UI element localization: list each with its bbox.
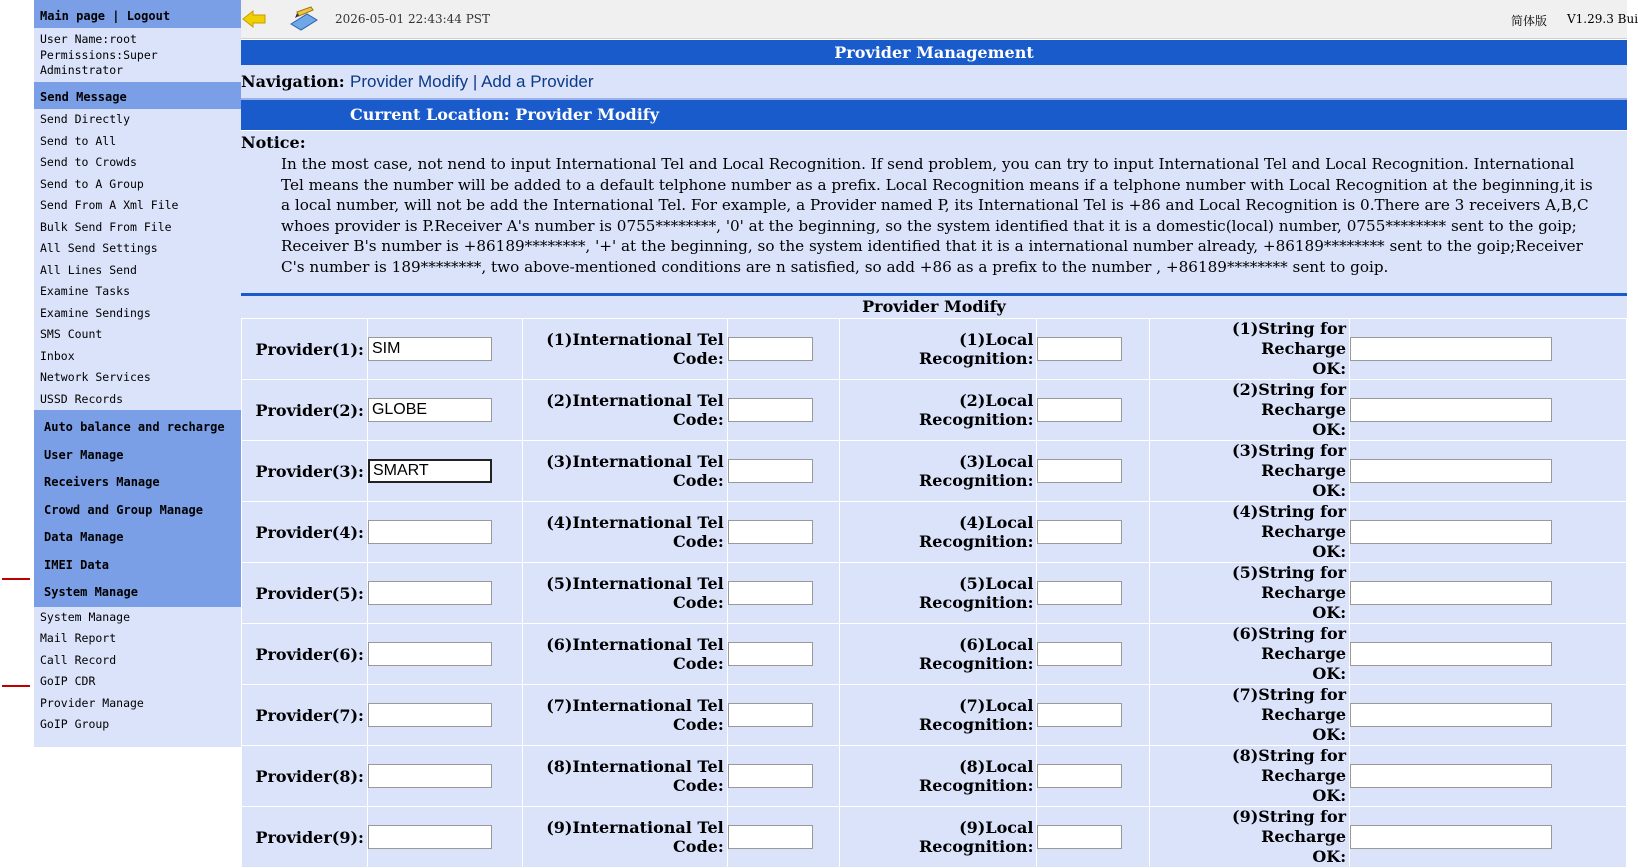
- intl-code-input[interactable]: [728, 520, 813, 544]
- send-message-heading[interactable]: Send Message: [40, 90, 127, 104]
- recharge-ok-label: OK:: [1312, 481, 1347, 500]
- back-arrow-icon[interactable]: [241, 9, 267, 29]
- local-recognition-label: (7)Local Recognition:: [839, 685, 1037, 746]
- add-provider-link[interactable]: Add a Provider: [481, 72, 594, 91]
- recharge-ok-input[interactable]: [1350, 642, 1552, 666]
- recharge-cell: [1350, 746, 1627, 807]
- pen-icon[interactable]: [287, 6, 321, 34]
- recharge-label-cell: [1150, 502, 1350, 563]
- recharge-cell: [1350, 807, 1627, 868]
- provider-row: [242, 563, 1627, 624]
- recharge-ok-input[interactable]: [1350, 398, 1552, 422]
- provider-name-input[interactable]: [368, 703, 492, 727]
- annotation-mark: [2, 685, 30, 687]
- version-label: V1.29.3 Bui: [1567, 12, 1638, 26]
- menu-item[interactable]: Bulk Send From File: [40, 219, 172, 234]
- menu-item[interactable]: USSD Records: [40, 391, 124, 406]
- user-name: User Name:root: [40, 32, 137, 46]
- provider-modify-link[interactable]: Provider Modify: [350, 72, 469, 91]
- main-content: [241, 40, 1627, 868]
- intl-code-cell: [727, 502, 839, 563]
- provider-label: Provider(6):: [242, 624, 368, 685]
- menu-item[interactable]: Send From A Xml File: [40, 198, 179, 212]
- intl-code-cell: [727, 563, 839, 624]
- local-recognition-label: (3)Local Recognition:: [839, 441, 1037, 502]
- recharge-label: (4)String for Recharge: [1232, 502, 1347, 541]
- menu-item[interactable]: Send to A Group: [40, 176, 144, 191]
- local-recognition-input[interactable]: [1037, 459, 1122, 483]
- intl-code-input[interactable]: [728, 398, 813, 422]
- menu-item[interactable]: Examine Sendings: [40, 305, 151, 320]
- recharge-ok-label: OK:: [1312, 603, 1347, 622]
- local-recognition-label: (1)Local Recognition:: [839, 319, 1037, 380]
- intl-code-label: (7)International Tel Code:: [522, 685, 727, 746]
- user-manage-menu[interactable]: User Manage: [44, 447, 124, 462]
- intl-code-cell: [727, 380, 839, 441]
- provider-name-input[interactable]: [368, 642, 492, 666]
- local-recognition-input[interactable]: [1037, 581, 1122, 605]
- local-recognition-input[interactable]: [1037, 642, 1122, 666]
- intl-code-label: (3)International Tel Code:: [522, 441, 727, 502]
- current-location: Current Location: Provider Modify: [241, 100, 1627, 131]
- intl-code-input[interactable]: [728, 581, 813, 605]
- navigation-row: [241, 65, 1627, 100]
- local-recognition-label: (9)Local Recognition:: [839, 807, 1037, 868]
- menu-item-provider-manage[interactable]: Provider Manage: [40, 695, 144, 710]
- crowd-group-manage-menu[interactable]: Crowd and Group Manage: [44, 502, 203, 517]
- intl-code-input[interactable]: [728, 642, 813, 666]
- local-recognition-cell: [1037, 746, 1150, 807]
- provider-cell: [367, 380, 522, 441]
- receivers-manage-menu[interactable]: Receivers Manage: [44, 475, 160, 489]
- annotation-mark: [2, 578, 30, 580]
- intl-code-label: (9)International Tel Code:: [522, 807, 727, 868]
- system-manage-submenu: [34, 607, 241, 747]
- menu-item[interactable]: Network Services: [40, 370, 151, 384]
- notice-text: In the most case, not nend to input International Tel and Local Recognition. If send problem, you can try to input International Tel and Local Recognition. International Tel means the number will be added to a default telphone number as a prefix. Local Recognition means if a telphone number with Local Recognition at the beginning,it is a local number, will not be add the International Tel. For example, a Provider named P, its International Tel is +86 and Local Recognition is 0.There are 3 receivers A,B,C whoes provider is P.Receiver A's number is 0755********, '0' at the beginning, so the system identified that it is a domestic(local) number, 0755******** sent to the goip; Receiver B's number is +86189********, '+' at the beginning, so the system identified that it is a international number already, +86189******** sent to the goip;Receiver C's number is 189********, two above-mentioned conditions are n satisfied, so add +86 as a prefix to the number , +86189******** sent to goip.: [281, 155, 1593, 276]
- local-recognition-input[interactable]: [1037, 398, 1122, 422]
- top-bar: [241, 0, 1638, 39]
- local-recognition-cell: [1037, 685, 1150, 746]
- provider-name-input[interactable]: [368, 764, 492, 788]
- provider-name-input[interactable]: [368, 459, 492, 483]
- menu-item[interactable]: Send Directly: [40, 112, 131, 126]
- local-recognition-cell: [1037, 624, 1150, 685]
- provider-cell: [367, 441, 522, 502]
- recharge-ok-label: OK:: [1312, 542, 1347, 561]
- provider-row: [242, 746, 1627, 807]
- intl-code-cell: [727, 624, 839, 685]
- provider-label: Provider(1):: [242, 319, 368, 380]
- intl-code-input[interactable]: [728, 764, 813, 788]
- permissions: Permissions:Super Adminstrator: [40, 48, 158, 77]
- recharge-label-cell: [1150, 746, 1350, 807]
- recharge-cell: [1350, 563, 1627, 624]
- recharge-ok-input[interactable]: [1350, 520, 1552, 544]
- recharge-cell: [1350, 380, 1627, 441]
- recharge-ok-label: OK:: [1312, 847, 1347, 866]
- local-recognition-label: (4)Local Recognition:: [839, 502, 1037, 563]
- provider-cell: [367, 685, 522, 746]
- provider-row: [242, 685, 1627, 746]
- imei-data-menu[interactable]: IMEI Data: [44, 557, 110, 572]
- menu-item[interactable]: All Send Settings: [40, 241, 158, 255]
- intl-code-input[interactable]: [728, 337, 813, 361]
- intl-code-cell: [727, 441, 839, 502]
- provider-name-input[interactable]: [368, 337, 492, 361]
- recharge-ok-input[interactable]: [1350, 337, 1552, 361]
- recharge-ok-label: OK:: [1312, 359, 1347, 378]
- recharge-label-cell: [1150, 441, 1350, 502]
- recharge-cell: [1350, 441, 1627, 502]
- local-recognition-cell: [1037, 380, 1150, 441]
- intl-code-input[interactable]: [728, 825, 813, 849]
- local-recognition-cell: [1037, 319, 1150, 380]
- recharge-cell: [1350, 502, 1627, 563]
- intl-code-cell: [727, 746, 839, 807]
- recharge-label: (9)String for Recharge: [1232, 807, 1347, 846]
- recharge-label-cell: [1150, 563, 1350, 624]
- provider-cell: [367, 624, 522, 685]
- menu-item[interactable]: GoIP CDR: [40, 674, 96, 688]
- intl-code-cell: [727, 685, 839, 746]
- local-recognition-input[interactable]: [1037, 825, 1122, 849]
- user-info: [34, 28, 241, 82]
- provider-label: Provider(3):: [242, 441, 368, 502]
- provider-label: Provider(7):: [242, 685, 368, 746]
- nav-separator: |: [472, 72, 478, 91]
- intl-code-label: (5)International Tel Code:: [522, 563, 727, 624]
- intl-code-input[interactable]: [728, 459, 813, 483]
- provider-cell: [367, 807, 522, 868]
- notice-title: Notice:: [241, 133, 306, 152]
- recharge-ok-label: OK:: [1312, 786, 1347, 805]
- recharge-label: (7)String for Recharge: [1232, 685, 1347, 724]
- local-recognition-input[interactable]: [1037, 520, 1122, 544]
- recharge-label-cell: [1150, 685, 1350, 746]
- recharge-ok-input[interactable]: [1350, 764, 1552, 788]
- recharge-ok-input[interactable]: [1350, 703, 1552, 727]
- language-switch[interactable]: 简体版: [1511, 14, 1548, 28]
- auto-balance-menu[interactable]: Auto balance and recharge: [44, 420, 225, 434]
- local-recognition-cell: [1037, 563, 1150, 624]
- provider-label: Provider(4):: [242, 502, 368, 563]
- recharge-label-cell: [1150, 380, 1350, 441]
- provider-name-input[interactable]: [368, 581, 492, 605]
- provider-label: Provider(8):: [242, 746, 368, 807]
- provider-name-input[interactable]: [368, 520, 492, 544]
- intl-code-label: (4)International Tel Code:: [522, 502, 727, 563]
- recharge-cell: [1350, 685, 1627, 746]
- local-recognition-input[interactable]: [1037, 337, 1122, 361]
- menu-item[interactable]: All Lines Send: [40, 262, 137, 277]
- provider-row: [242, 319, 1627, 380]
- provider-label: Provider(9):: [242, 807, 368, 868]
- system-manage-menu[interactable]: System Manage: [44, 585, 138, 599]
- provider-row: [242, 380, 1627, 441]
- provider-label: Provider(5):: [242, 563, 368, 624]
- recharge-label: (2)String for Recharge: [1232, 380, 1347, 419]
- navigation-label: Navigation:: [241, 72, 345, 91]
- section-title: Provider Modify: [241, 293, 1627, 318]
- menu-item[interactable]: Send to Crowds: [40, 155, 137, 169]
- intl-code-label: (6)International Tel Code:: [522, 624, 727, 685]
- intl-code-cell: [727, 807, 839, 868]
- local-recognition-cell: [1037, 502, 1150, 563]
- provider-name-input[interactable]: [368, 398, 492, 422]
- local-recognition-label: (2)Local Recognition:: [839, 380, 1037, 441]
- recharge-label: (8)String for Recharge: [1232, 746, 1347, 785]
- main-page-logout-link[interactable]: Main page | Logout: [34, 0, 241, 28]
- provider-name-input[interactable]: [368, 825, 492, 849]
- data-manage-menu[interactable]: Data Manage: [44, 530, 124, 544]
- local-recognition-cell: [1037, 441, 1150, 502]
- provider-cell: [367, 319, 522, 380]
- provider-row: [242, 502, 1627, 563]
- recharge-label-cell: [1150, 807, 1350, 868]
- intl-code-label: (2)International Tel Code:: [522, 380, 727, 441]
- local-recognition-input[interactable]: [1037, 703, 1122, 727]
- menu-item[interactable]: Inbox: [40, 348, 75, 363]
- local-recognition-label: (5)Local Recognition:: [839, 563, 1037, 624]
- menu-item[interactable]: Mail Report: [40, 631, 117, 645]
- recharge-ok-label: OK:: [1312, 725, 1347, 744]
- recharge-ok-label: OK:: [1312, 664, 1347, 683]
- provider-cell: [367, 746, 522, 807]
- recharge-label: (6)String for Recharge: [1232, 624, 1347, 663]
- local-recognition-label: (6)Local Recognition:: [839, 624, 1037, 685]
- provider-row: [242, 624, 1627, 685]
- recharge-label: (5)String for Recharge: [1232, 563, 1347, 602]
- recharge-label-cell: [1150, 319, 1350, 380]
- menu-item[interactable]: System Manage: [40, 609, 131, 624]
- recharge-ok-input[interactable]: [1350, 459, 1552, 483]
- navigation-links: [350, 65, 594, 98]
- provider-table: [241, 318, 1627, 868]
- intl-code-input[interactable]: [728, 703, 813, 727]
- timestamp: 2026-05-01 22:43:44 PST: [335, 12, 491, 26]
- menu-item[interactable]: GoIP Group: [40, 717, 110, 731]
- send-message-menu: [34, 109, 241, 410]
- local-recognition-input[interactable]: [1037, 764, 1122, 788]
- recharge-cell: [1350, 624, 1627, 685]
- intl-code-cell: [727, 319, 839, 380]
- page-title: Provider Management: [241, 40, 1627, 65]
- provider-row: [242, 441, 1627, 502]
- provider-label: Provider(2):: [242, 380, 368, 441]
- recharge-label: (1)String for Recharge: [1232, 319, 1347, 358]
- provider-cell: [367, 502, 522, 563]
- provider-row: [242, 807, 1627, 868]
- sidebar: [34, 0, 241, 735]
- menu-item[interactable]: Call Record: [40, 652, 117, 667]
- recharge-label: (3)String for Recharge: [1232, 441, 1347, 480]
- menu-item[interactable]: Examine Tasks: [40, 284, 131, 298]
- recharge-ok-input[interactable]: [1350, 581, 1552, 605]
- provider-cell: [367, 563, 522, 624]
- menu-item[interactable]: SMS Count: [40, 327, 103, 341]
- intl-code-label: (8)International Tel Code:: [522, 746, 727, 807]
- notice-panel: [241, 131, 1627, 293]
- recharge-ok-label: OK:: [1312, 420, 1347, 439]
- recharge-ok-input[interactable]: [1350, 825, 1552, 849]
- recharge-label-cell: [1150, 624, 1350, 685]
- menu-item[interactable]: Send to All: [40, 133, 117, 148]
- recharge-cell: [1350, 319, 1627, 380]
- local-recognition-label: (8)Local Recognition:: [839, 746, 1037, 807]
- intl-code-label: (1)International Tel Code:: [522, 319, 727, 380]
- local-recognition-cell: [1037, 807, 1150, 868]
